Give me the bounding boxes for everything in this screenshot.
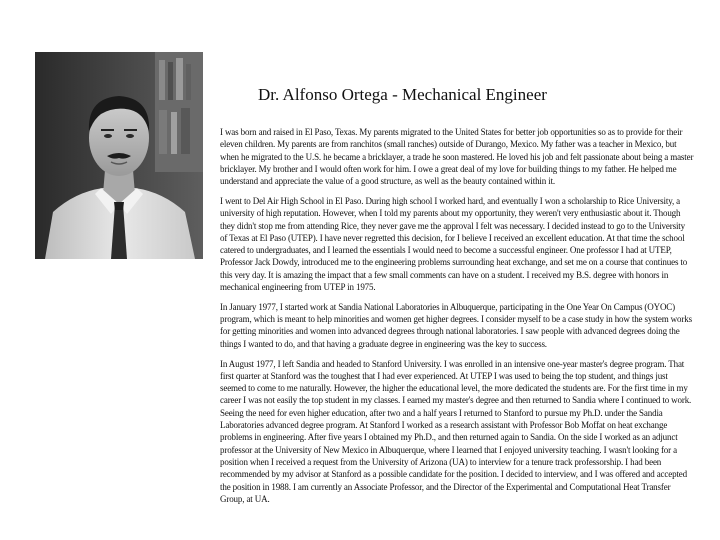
biography-text [220,126,694,513]
paragraph-education: I went to Del Air High School in El Paso. During high school I worked hard, and eventually I won a scholarship to Rice University, a university of high reputation. However, when I told my parents about my opportunity, they weren't very enthusiastic about it. Though they didn't stop me from attending Rice, they never gave me the approval I felt was necessary. I decided instead to go to the University of Texas at El Paso (UTEP). I have never regretted this decision, for I believe I received an excellent education. At that time the school catered to undergraduates, and I learned the essentials I would need to become a successful engineer. One professor I had at UTEP, Professor Jack Dowdy, introduced me to the engineering problems surrounding heat exchange, and set me on a course that continues to this very day. It is amazing the impact that a few small comments can have on a student. I received my B.S. degree with honors in mechanical engineering from UTEP in 1975. [220,195,688,293]
paragraph-stanford: In August 1977, I left Sandia and headed to Stanford University. I was enrolled in an intensive one-year master's degree program. That first quarter at Stanford was the toughest that I had ever experienced. At UTEP I was used to being the top student, and things just seemed to come to me naturally. However, the higher the educational level, the more dedicated the students are. For the first time in my career I was not easily the top student in my classes. I earned my master's degree and then returned to Sandia where I continued to work. Seeing the need for even higher education, after two and a half years I returned to Stanford to pursue my Ph.D. under the Sandia Laboratories advanced degree program. At Stanford I worked as a research assistant with Professor Bob Moffat on heat exchange problems in engineering. After five years I obtained my Ph.D., and then returned again to Sandia. On the side I worked as an adjunct professor at the University of New Mexico in Albuquerque, where I learned that I enjoyed university teaching. I wasn't looking for a position when I received a request from the University of Arizona (UA) to interview for a tenure track professorship. I had been recommended by my advisor at Stanford as a possible candidate for the position. I decided to interview, and I was offered and accepted the position in 1988. I am currently an Associate Professor, and the Director of the Experimental and Computational Heat Transfer Group, at UA. [220,358,692,504]
paragraph-childhood: I was born and raised in El Paso, Texas. My parents migrated to the United States for better job opportunities so as to provide for their eleven children. My parents are from ranchitos (small ranches) outside of Durango, Mexico. My father was a teacher in Mexico, but when he migrated to the U.S. he became a bricklayer, a trade he soon mastered. He loved his job and felt passionate about being a master bricklayer. My brother and I would often work for him. I owe a great deal of my love for building things to my father. He helped me understand and appreciate the value of a good structure, as well as the beauty contained within it. [220,127,694,187]
page-title: Dr. Alfonso Ortega - Mechanical Engineer [258,85,547,104]
paragraph-sandia: In January 1977, I started work at Sandia National Laboratories in Albuquerque, participating in the One Year On Campus (OYOC) program, which is meant to help minorities and women get higher degrees. I consider myself to be a case study in how the system works for getting minorities and women into advanced degrees through national laboratories. I saw people with advanced degrees doing the things I wanted to do, and that having a graduate degree in engineering was the key to success. [220,301,692,349]
portrait-photo [35,52,203,259]
portrait-image [35,52,203,259]
